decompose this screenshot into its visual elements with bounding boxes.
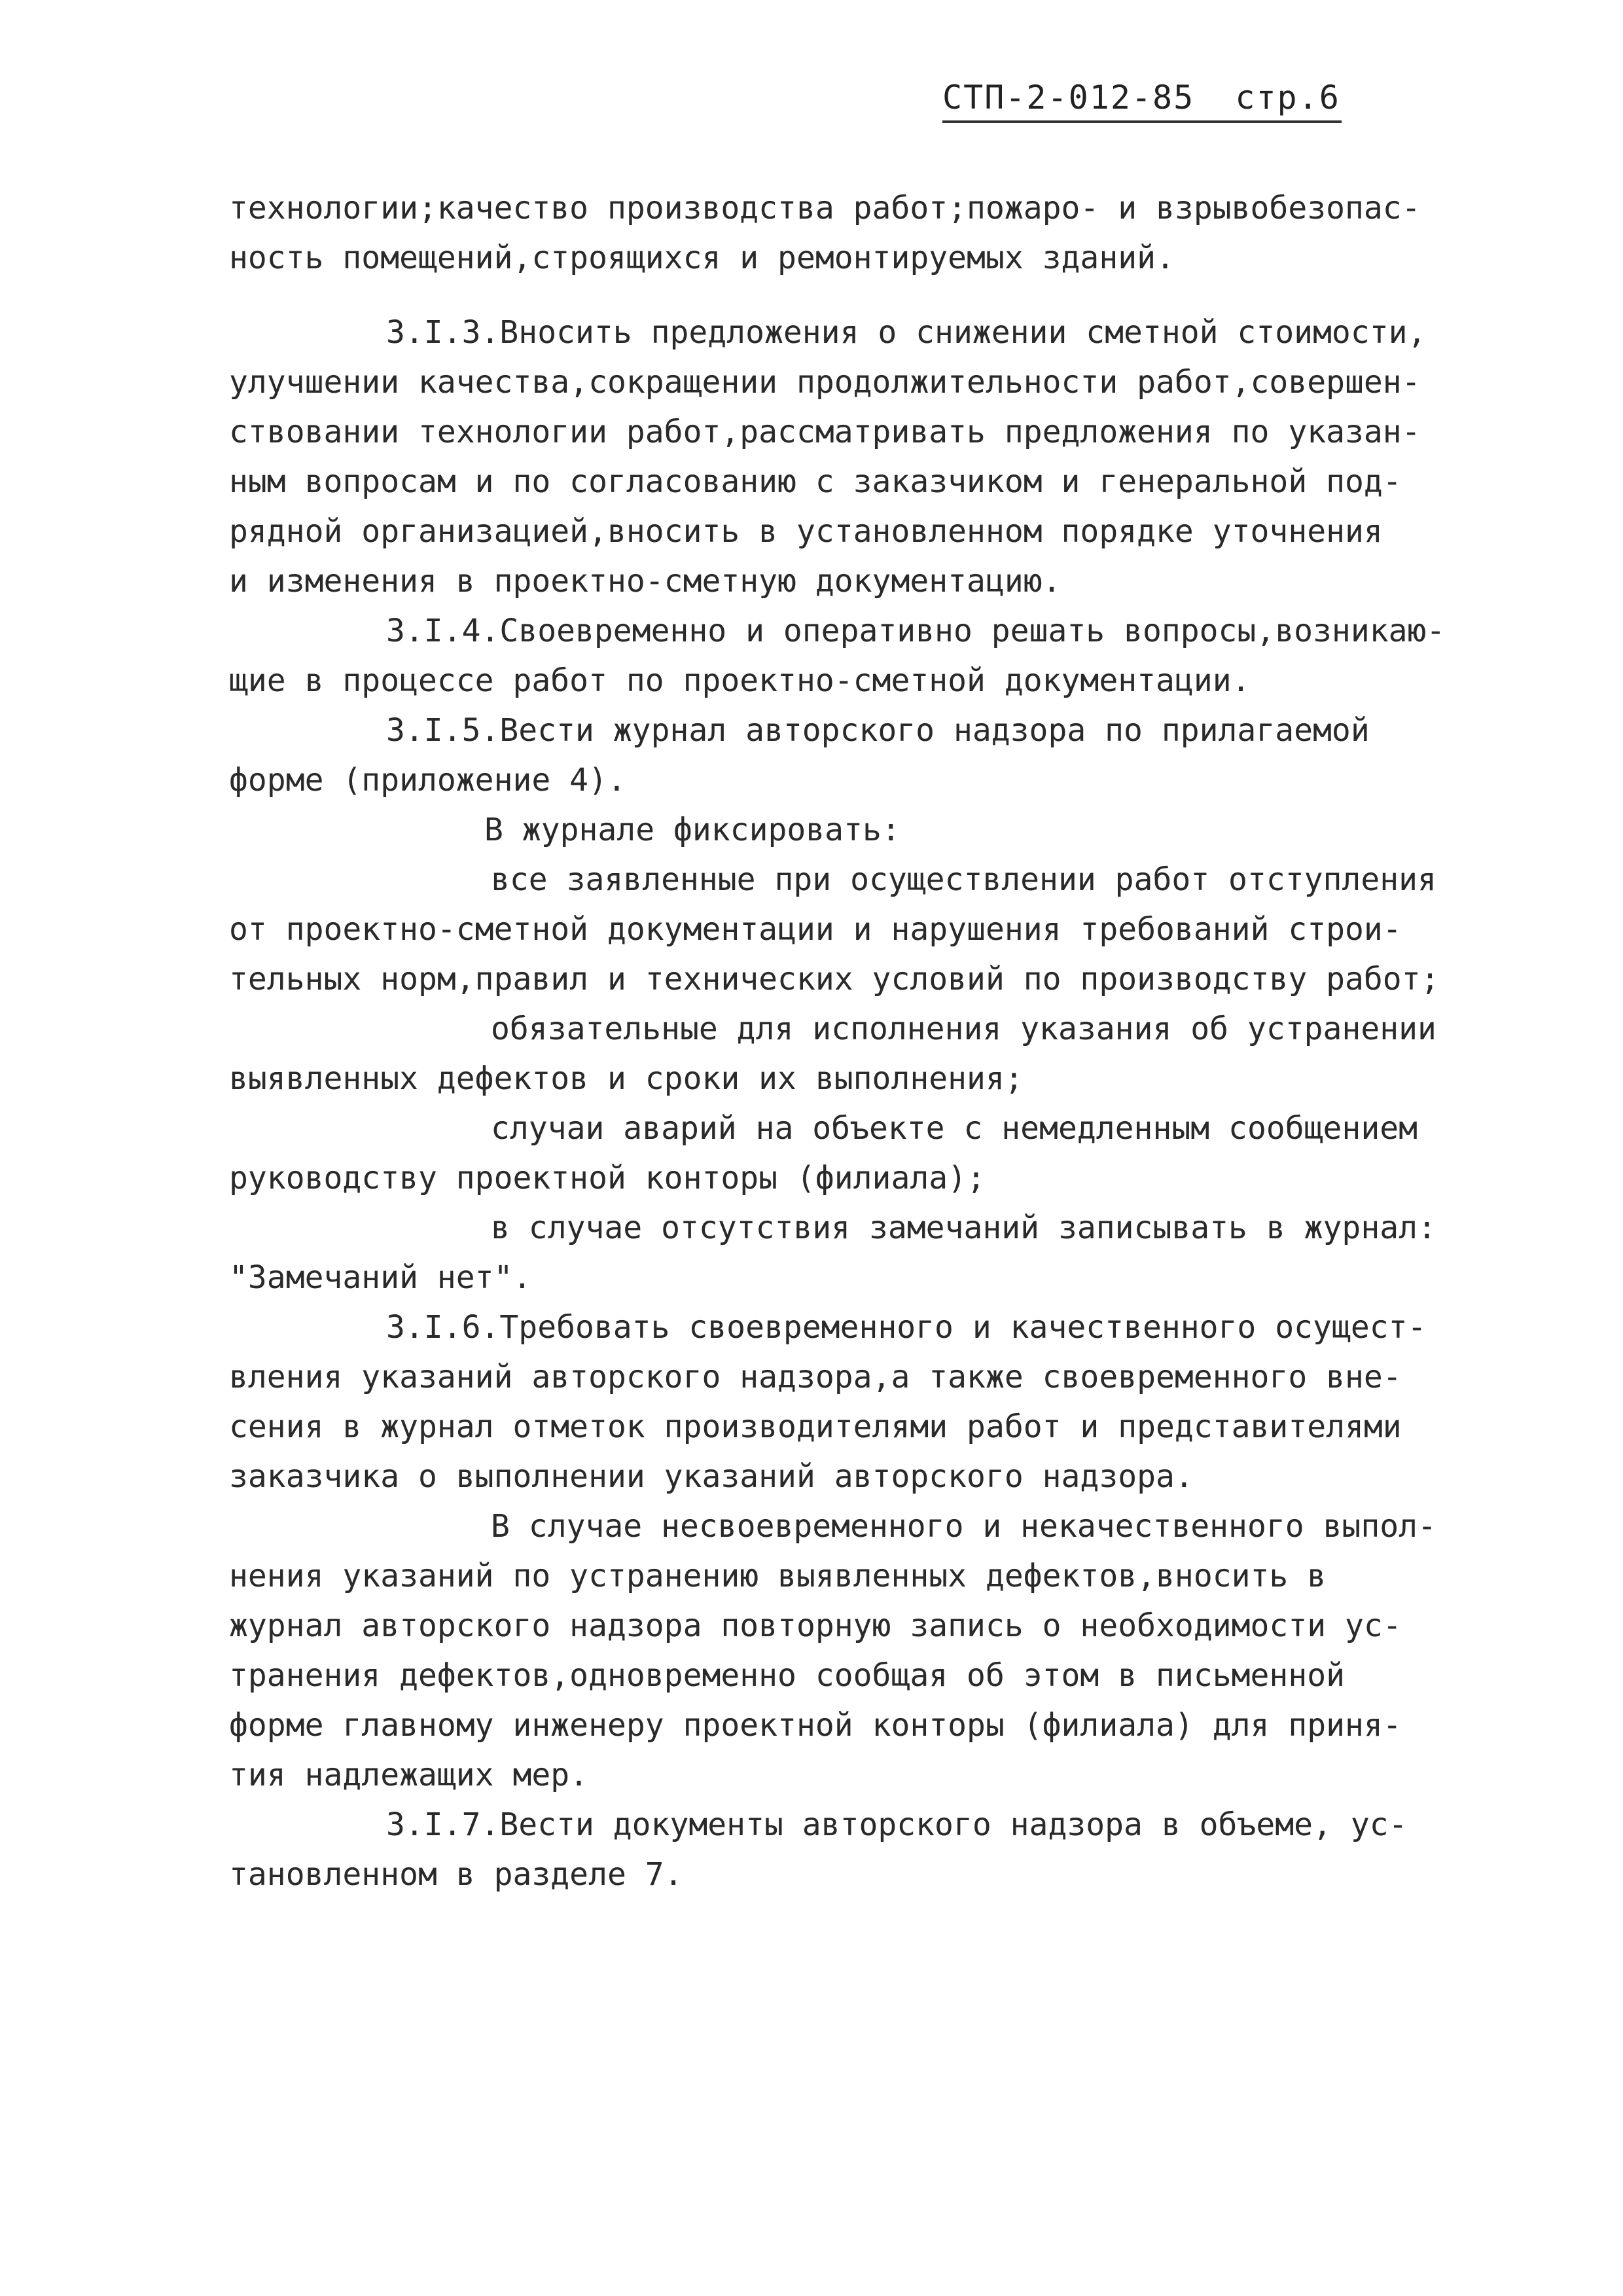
document-code: СТП-2-012-85 bbox=[942, 79, 1195, 117]
clause-3-1-3: 3.I.3.Вносить предложения о снижении сметной стоимости, bbox=[386, 314, 1427, 351]
text-line: от проектно-сметной документации и нарушения требований строи- bbox=[229, 911, 1402, 948]
clause-3-1-5: 3.I.5.Вести журнал авторского надзора по прилагаемой bbox=[386, 712, 1370, 749]
text-line: тановленном в разделе 7. bbox=[229, 1856, 683, 1893]
journal-item: обязательные для исполнения указания об устранении bbox=[491, 1011, 1436, 1047]
clause-3-1-6: 3.I.6.Требовать своевременного и качественного осущест- bbox=[386, 1309, 1427, 1346]
text-line: щие в процессе работ по проектно-сметной документации. bbox=[229, 662, 1251, 699]
text-line: транения дефектов,одновременно сообщая об этом в письменной bbox=[229, 1657, 1346, 1694]
text-line: ным вопросам и по согласованию с заказчиком и генеральной под- bbox=[229, 463, 1402, 500]
journal-item: в случае отсутствия замечаний записывать в журнал: bbox=[491, 1210, 1436, 1246]
text-line: тельных норм,правил и технических условий по производству работ; bbox=[229, 961, 1440, 997]
journal-heading: В журнале фиксировать: bbox=[484, 812, 901, 848]
text-line: журнал авторского надзора повторную запись о необходимости ус- bbox=[229, 1607, 1402, 1644]
text-line: форме главному инженеру проектной конторы (филиала) для приня- bbox=[229, 1707, 1402, 1744]
text-line: и изменения в проектно-сметную документацию. bbox=[229, 563, 1061, 600]
text-line: улучшении качества,сокращении продолжительности работ,совершен- bbox=[229, 364, 1421, 401]
text-line: рядной организацией,вносить в установленном порядке уточнения bbox=[229, 513, 1383, 550]
text-line: тия надлежащих мер. bbox=[229, 1757, 589, 1793]
text-line: сения в журнал отметок производителями работ и представителями bbox=[229, 1408, 1402, 1445]
journal-item: случаи аварий на объекте с немедленным сообщением bbox=[491, 1110, 1418, 1147]
text-line: ствовании технологии работ,рассматривать предложения по указан- bbox=[229, 414, 1421, 450]
header-underline bbox=[942, 120, 1342, 123]
text-line: вления указаний авторского надзора,а также своевременного вне- bbox=[229, 1359, 1402, 1395]
text-line: ность помещений,строящихся и ремонтируемых зданий. bbox=[229, 240, 1175, 276]
journal-item: все заявленные при осуществлении работ отступления bbox=[491, 861, 1436, 898]
page-number: стр.6 bbox=[1235, 79, 1340, 117]
page-header bbox=[942, 79, 1348, 123]
text-line: В случае несвоевременного и некачественного выпол- bbox=[491, 1508, 1436, 1545]
text-line: выявленных дефектов и сроки их выполнения; bbox=[229, 1060, 1024, 1097]
text-line: нения указаний по устранению выявленных дефектов,вносить в bbox=[229, 1558, 1327, 1594]
clause-3-1-7: 3.I.7.Вести документы авторского надзора в объеме, ус- bbox=[386, 1806, 1408, 1843]
text-line: форме (приложение 4). bbox=[229, 762, 626, 798]
text-line: технологии;качество производства работ;пожаро- и взрывобезопас- bbox=[229, 190, 1421, 226]
text-line: заказчика о выполнении указаний авторского надзора. bbox=[229, 1458, 1194, 1495]
document-body bbox=[229, 183, 1512, 1899]
text-line: "Замечаний нет". bbox=[229, 1259, 532, 1296]
clause-3-1-4: 3.I.4.Своевременно и оперативно решать вопросы,возникаю- bbox=[386, 613, 1446, 649]
text-line: руководству проектной конторы (филиала); bbox=[229, 1160, 986, 1196]
